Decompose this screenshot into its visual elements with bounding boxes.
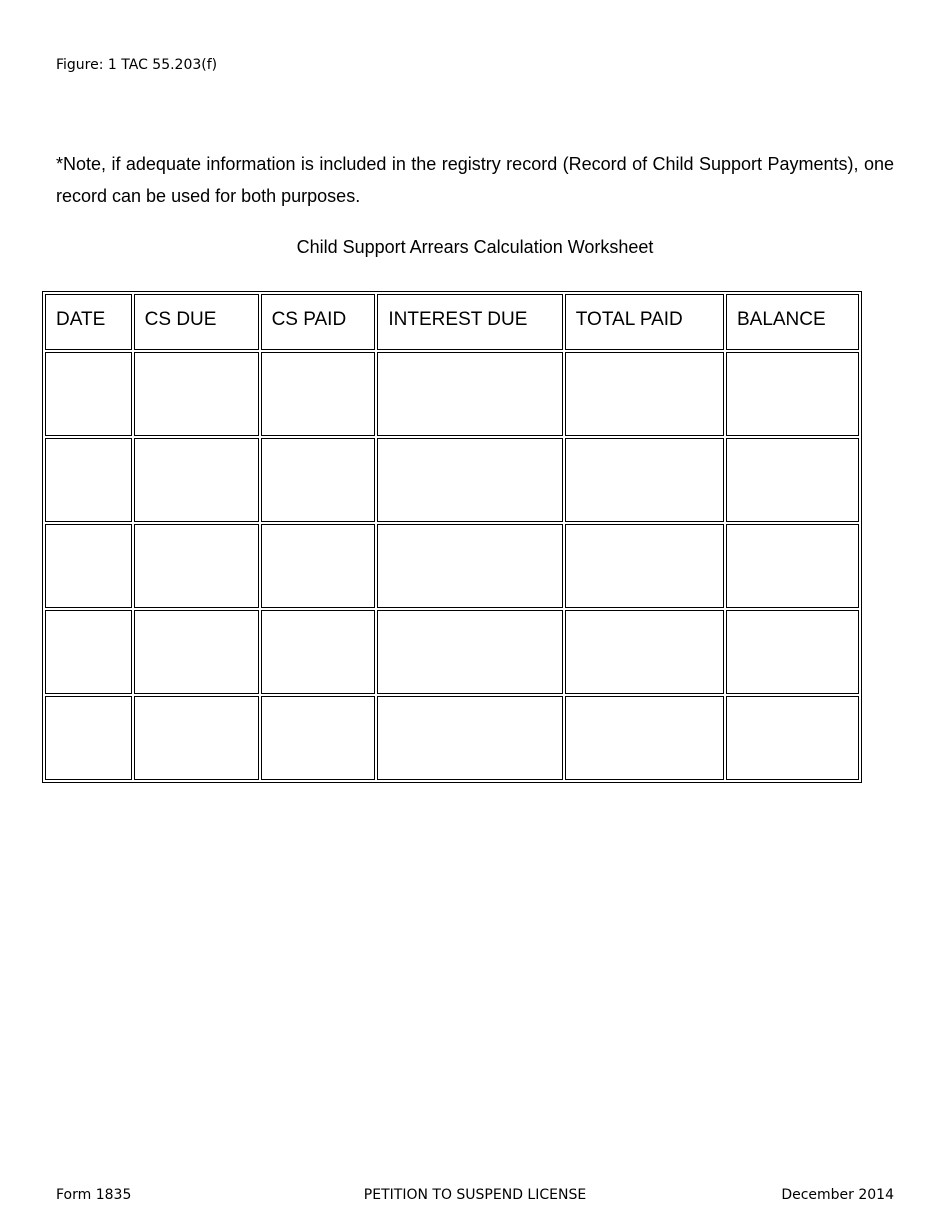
cs-due-cell[interactable] <box>134 438 259 522</box>
cs-due-cell[interactable] <box>134 610 259 694</box>
note-paragraph: *Note, if adequate information is included in the registry record (Record of Child Support Payments), one record can be used for both purposes. <box>56 154 894 206</box>
cs-due-cell[interactable] <box>134 352 259 436</box>
total-paid-cell[interactable] <box>565 610 724 694</box>
table-row <box>45 524 859 608</box>
cs-paid-cell[interactable] <box>261 610 376 694</box>
date-cell[interactable] <box>45 524 132 608</box>
total-paid-cell[interactable] <box>565 524 724 608</box>
column-header-total-paid: TOTAL PAID <box>565 294 724 350</box>
interest-due-cell[interactable] <box>377 524 562 608</box>
interest-due-cell[interactable] <box>377 438 562 522</box>
cs-paid-cell[interactable] <box>261 352 376 436</box>
worksheet-title: Child Support Arrears Calculation Worksheet <box>296 237 654 257</box>
column-header-cs-due: CS DUE <box>134 294 259 350</box>
column-header-interest-due: INTEREST DUE <box>377 294 562 350</box>
column-header-cs-paid: CS PAID <box>261 294 376 350</box>
date-cell[interactable] <box>45 610 132 694</box>
table-row <box>45 438 859 522</box>
date-cell[interactable] <box>45 696 132 780</box>
date-cell[interactable] <box>45 352 132 436</box>
balance-cell[interactable] <box>726 524 859 608</box>
table-row <box>45 352 859 436</box>
total-paid-cell[interactable] <box>565 438 724 522</box>
balance-cell[interactable] <box>726 696 859 780</box>
total-paid-cell[interactable] <box>565 352 724 436</box>
table-row <box>45 610 859 694</box>
date-cell[interactable] <box>45 438 132 522</box>
footer-form-number: Form 1835 <box>56 1187 132 1203</box>
cs-due-cell[interactable] <box>134 696 259 780</box>
balance-cell[interactable] <box>726 352 859 436</box>
balance-cell[interactable] <box>726 438 859 522</box>
interest-due-cell[interactable] <box>377 610 562 694</box>
balance-cell[interactable] <box>726 610 859 694</box>
figure-reference: Figure: 1 TAC 55.203(f) <box>56 57 218 73</box>
interest-due-cell[interactable] <box>377 352 562 436</box>
header-row <box>45 294 859 350</box>
cs-paid-cell[interactable] <box>261 696 376 780</box>
worksheet-table <box>42 291 862 783</box>
cs-paid-cell[interactable] <box>261 524 376 608</box>
total-paid-cell[interactable] <box>565 696 724 780</box>
footer-form-title: PETITION TO SUSPEND LICENSE <box>363 1187 587 1203</box>
cs-due-cell[interactable] <box>134 524 259 608</box>
table-row <box>45 696 859 780</box>
column-header-balance: BALANCE <box>726 294 859 350</box>
cs-paid-cell[interactable] <box>261 438 376 522</box>
interest-due-cell[interactable] <box>377 696 562 780</box>
column-header-date: DATE <box>45 294 132 350</box>
footer-date: December 2014 <box>781 1187 894 1203</box>
